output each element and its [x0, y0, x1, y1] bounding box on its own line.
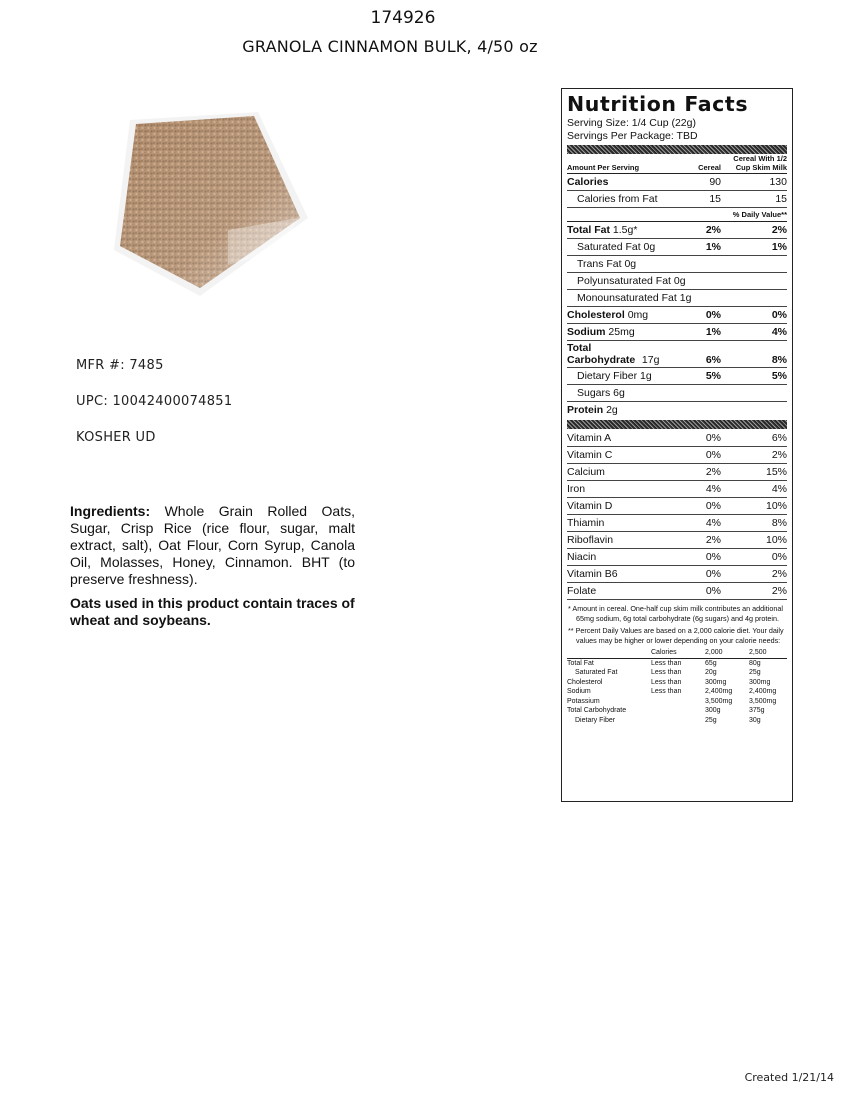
calories-fat-cereal: 15 [709, 193, 721, 205]
vitamin-row [567, 549, 787, 566]
sodium-label: Sodium [567, 326, 606, 338]
nutrition-title: Nutrition Facts [567, 92, 749, 116]
carb-cereal: 6% [705, 354, 721, 366]
vitamin-row [567, 481, 787, 498]
dv-cell: Cholesterol [567, 678, 603, 686]
kosher-status: KOSHER UD [76, 430, 156, 445]
dv-cell [651, 716, 705, 726]
calories-fat-milk: 15 [775, 193, 787, 205]
dv-cell [651, 706, 705, 716]
vitamin-row [567, 447, 787, 464]
vitamin-row [567, 583, 787, 600]
dv-table-row [567, 697, 787, 707]
vitamin-row [567, 532, 787, 549]
vitamins-list [567, 430, 787, 600]
footnote-amount-in-cereal: * Amount in cereal. One-half cup skim milk contributes an additional 65mg sodium, 6g total carbohydrate (6g sugars) and 4g protein. [568, 604, 783, 623]
vitamin-name: Riboflavin [567, 534, 614, 546]
vitamin-name: Vitamin B6 [567, 568, 618, 580]
nutrition-footnotes [567, 604, 787, 645]
dv-header-cell: Calories [651, 648, 705, 658]
calories-label: Calories [567, 176, 609, 188]
vitamin-cereal: 2% [705, 534, 721, 546]
total-fat-row [567, 222, 787, 239]
column-headers [567, 155, 787, 174]
vitamin-row [567, 464, 787, 481]
fiber-label: Dietary Fiber 1g [577, 370, 652, 382]
calories-fat-label: Calories from Fat [577, 193, 658, 205]
nutrition-facts-panel [561, 88, 793, 802]
dv-cell: Sodium [567, 688, 591, 695]
total-fat-milk: 2% [771, 224, 787, 236]
total-fat-cereal: 2% [705, 224, 721, 236]
serving-size: Serving Size: 1/4 Cup (22g) [567, 117, 696, 129]
separator-bar [567, 420, 787, 429]
vitamin-milk: 0% [771, 551, 787, 563]
ingredients-label: Ingredients: [70, 503, 151, 519]
dv-cell: Dietary Fiber [575, 716, 616, 724]
ingredients-statement [70, 503, 355, 588]
vitamin-row [567, 498, 787, 515]
vitamin-row [567, 566, 787, 583]
dv-cell: 375g [749, 707, 765, 714]
mfr-number: MFR #: 7485 [76, 358, 164, 373]
calories-cereal: 90 [709, 176, 721, 188]
sodium-row [567, 324, 787, 341]
allergen-statement: Oats used in this product contain traces of wheat and soybeans. [70, 595, 355, 628]
vitamin-milk: 10% [765, 534, 787, 546]
dv-cell: 3,500mg [705, 697, 733, 705]
dv-cell: Potassium [567, 697, 600, 705]
dv-table-row [567, 658, 787, 668]
footnote-daily-values: ** Percent Daily Values are based on a 2,000 calorie diet. Your daily values may be higher or lower depending on your calorie needs: [568, 626, 784, 645]
dv-table-row [567, 678, 787, 688]
dv-cell: Total Fat [567, 659, 594, 667]
dv-table-row [567, 716, 787, 726]
col-amount-header: Amount Per Serving [567, 162, 640, 172]
vitamin-milk: 15% [765, 466, 787, 478]
product-image [108, 100, 318, 300]
protein-amount: 2g [606, 404, 618, 416]
dv-cell [651, 697, 705, 707]
sat-fat-cereal: 1% [705, 241, 721, 253]
dv-cell: 80g [749, 659, 761, 667]
mono-fat-row [567, 290, 787, 307]
dv-table-row [567, 668, 787, 678]
vitamin-name: Vitamin C [567, 449, 613, 461]
sat-fat-label: Saturated Fat 0g [577, 241, 656, 253]
sat-fat-row [567, 239, 787, 256]
vitamin-name: Thiamin [567, 517, 605, 529]
vitamin-cereal: 0% [705, 551, 721, 563]
dv-cell: 25g [749, 669, 761, 676]
vitamin-milk: 2% [771, 449, 787, 461]
vitamin-cereal: 4% [705, 483, 721, 495]
dv-cell: 300mg [749, 678, 771, 686]
total-fat-label: Total Fat [567, 224, 610, 236]
dv-header-cell [567, 648, 651, 658]
fiber-row [567, 368, 787, 385]
sugars-row [567, 385, 787, 402]
carb-milk: 8% [771, 354, 787, 366]
dv-cell: Less than [651, 659, 682, 667]
vitamin-row [567, 515, 787, 532]
cholesterol-amount: 0mg [627, 309, 649, 321]
fiber-cereal: 5% [705, 370, 721, 382]
dv-header-cell: 2,500 [749, 648, 787, 658]
cholesterol-row [567, 307, 787, 324]
ingredients-text: Whole Grain Rolled Oats, Sugar, Crisp Rice (rice flour, sugar, malt extract, salt), Oat Flour, Corn Syrup, Canola Oil, Molasses, Honey, Cinnamon. BHT (to preserve freshness). [70, 503, 355, 587]
vitamin-name: Folate [567, 585, 597, 597]
fiber-milk: 5% [771, 370, 787, 382]
vitamin-cereal: 4% [705, 517, 721, 529]
vitamin-cereal: 0% [705, 500, 721, 512]
dv-cell: Less than [651, 678, 682, 686]
vitamin-cereal: 0% [705, 449, 721, 461]
calories-fat-row [567, 191, 787, 208]
trans-fat-row [567, 256, 787, 273]
vitamin-milk: 2% [771, 585, 787, 597]
servings-per-package: Servings Per Package: TBD [567, 130, 698, 142]
vitamin-cereal: 0% [705, 568, 721, 580]
trans-fat-label: Trans Fat 0g [577, 258, 637, 270]
upc-code: UPC: 10042400074851 [76, 394, 233, 409]
vitamin-name: Vitamin A [567, 432, 612, 444]
daily-value-reference-table [567, 648, 787, 725]
created-date: Created 1/21/14 [744, 1071, 834, 1084]
protein-row [567, 402, 787, 418]
vitamin-name: Iron [567, 483, 586, 495]
cholesterol-milk: 0% [771, 309, 787, 321]
carb-label: Total Carbohydrate [567, 342, 636, 366]
cholesterol-label: Cholesterol [567, 309, 625, 321]
vitamin-milk: 10% [765, 500, 787, 512]
dv-table-row [567, 706, 787, 716]
vitamin-milk: 8% [771, 517, 787, 529]
vitamin-name: Vitamin D [567, 500, 613, 512]
dv-cell: 20g [705, 669, 717, 676]
poly-fat-label: Polyunsaturated Fat 0g [577, 275, 686, 287]
vitamin-name: Calcium [567, 466, 605, 478]
dv-cell: Less than [651, 669, 682, 676]
vitamin-milk: 2% [771, 568, 787, 580]
col-cereal-header: Cereal [698, 162, 721, 172]
dv-cell: 30g [749, 716, 761, 724]
poly-fat-row [567, 273, 787, 290]
dv-cell: Less than [651, 688, 682, 695]
dv-cell: Total Carbohydrate [567, 707, 627, 714]
dv-cell: 25g [705, 716, 717, 724]
total-fat-amount: 1.5g* [612, 224, 638, 236]
dv-cell: 65g [705, 659, 717, 667]
dv-cell: 300mg [705, 678, 727, 686]
sodium-milk: 4% [771, 326, 787, 338]
sat-fat-milk: 1% [771, 241, 787, 253]
vitamin-cereal: 2% [705, 466, 721, 478]
carb-row [567, 341, 787, 368]
sugars-label: Sugars 6g [577, 387, 625, 399]
dv-cell: 2,400mg [705, 688, 733, 695]
calories-row [567, 174, 787, 191]
sodium-amount: 25mg [608, 326, 635, 338]
carb-amount: 17g [641, 354, 660, 366]
dv-table-header [567, 648, 787, 658]
vitamin-cereal: 0% [705, 585, 721, 597]
vitamin-milk: 4% [771, 483, 787, 495]
product-title: GRANOLA CINNAMON BULK, 4/50 oz [242, 37, 538, 56]
dv-cell: Saturated Fat [575, 669, 618, 676]
daily-value-header: % Daily Value** [567, 208, 787, 222]
dv-header-cell: 2,000 [705, 648, 749, 658]
dv-table-row [567, 687, 787, 697]
protein-label: Protein [567, 404, 604, 416]
dv-cell: 3,500mg [749, 697, 777, 705]
vitamin-row [567, 430, 787, 447]
dv-cell: 300g [705, 707, 721, 714]
cholesterol-cereal: 0% [705, 309, 721, 321]
col-milk-header: Cereal With 1/2 Cup Skim Milk [733, 154, 787, 172]
item-number: 174926 [370, 8, 436, 28]
vitamin-cereal: 0% [705, 432, 721, 444]
sodium-cereal: 1% [705, 326, 721, 338]
vitamin-milk: 6% [771, 432, 787, 444]
separator-bar [567, 145, 787, 154]
dv-cell: 2,400mg [749, 688, 777, 695]
vitamin-name: Niacin [567, 551, 597, 563]
calories-milk: 130 [769, 176, 787, 188]
mono-fat-label: Monounsaturated Fat 1g [577, 292, 692, 304]
